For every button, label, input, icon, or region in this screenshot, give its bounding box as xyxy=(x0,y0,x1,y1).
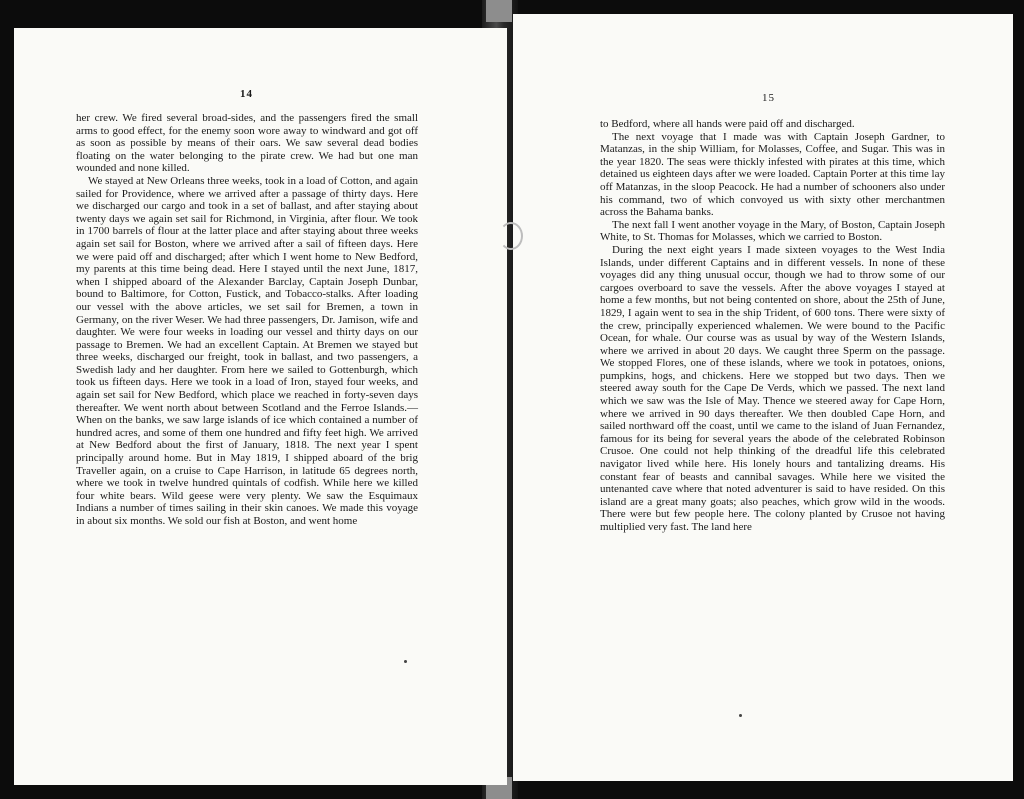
ink-speck xyxy=(404,660,407,663)
right-page xyxy=(513,14,1013,781)
paragraph: to Bedford, where all hands were paid off and discharged. xyxy=(600,118,855,130)
paragraph: During the next eight years I made sixteen voyages to the West India Islands, under different Captains and in different vessels. In none of these voyages did any thing unusual occur, though we had to throw some of our cargoes overboard to save the vessels. After the above voyages I stayed at home a few months, but not being contented on shore, about the 25th of June, 1829, I again went to sea in the ship Trident, of 600 tons. There were sixty of the crew, principally experienced whalemen. We were bound to the Pacific Ocean, for whale. Our course was as usual by way of the Western Islands, where we arrived in about 20 days. We caught three Sperm on the passage. We stopped Flores, one of these islands, where we took in potatoes, onions, pumpkins, hogs, and chickens. Here we stopped but two days. Then we steered away south for the Cape De Verds, which we passed. The next land which we saw was the Isle of May. Thence we steered away for Cape Horn, where we arrived in 90 days thereafter. We then doubled Cape Horn, and sailed northward off the coast, until we came to the island of Juan Fernandez, famous for its being for several years the abode of the celebrated Robinson Crusoe. One could not help thinking of the dreadful life this celebrated navigator lived while here. His lonely hours and tantalizing dreams. His constant fear of beasts and cannibal savages. While here we visited the untenanted cave where that noted adventurer is said to have resided. On this island are a great many goats; also peaches, which grow wild in the woods. There were but few people here. The colony planted by Crusoe not having multiplied very fast. The land here xyxy=(600,243,945,533)
binding-clip xyxy=(499,222,523,250)
page-body-text xyxy=(76,112,418,528)
left-page xyxy=(14,28,507,785)
paragraph: We stayed at New Orleans three weeks, took in a load of Cotton, and again sailed for Providence, where we arrived after a passage of thirty days. Here we discharged our cargo and took in a set of ballast, and after staying about twenty days we again set sail for Richmond, in Virginia, after flour. We took in 1700 barrels of flour at the latter place and after staying about three weeks again set sail for Boston, where we arrived after a sail of fifteen days. Here we were paid off and discharged; after which I went home to New Bedford, my parents at this time being dead. Here I stayed until the next June, 1817, when I shipped aboard of the Alexander Barclay, Captain Joseph Dunbar, bound to Baltimore, for Cotton, Fustick, and Tobacco-stalks. After loading our vessel with the above articles, we set sail for Bremen, a town in Germany, on the river Weser. We had three passengers, Dr. Jamison, wife and daughter. We were four weeks in loading our vessel and thirty days on our passage to Bremen. We had an excellent Captain. At Bremen we stayed but three weeks, discharged our freight, took in ballast, and two passengers, a Swedish lady and her daughter. From here we sailed to Gottenburgh, which took us fifteen days. Here we took in a load of Iron, stayed four weeks, and again set sail for New Bedford, which place we reached in forty-seven days thereafter. We went north about between Scotland and the Ferroe Islands.— When on the banks, we saw large islands of ice which contained a number of hundred acres, and some of them one hundred and fifty feet high. We arrived at New Bedford about the first of January, 1818. The next year I spent principally around home. But in May 1819, I shipped aboard of the brig Traveller again, on a cruise to Cape Harrison, in latitude 65 degrees north, where we took in twelve hundred quintals of codfish. While here we killed four white bears. Wild geese were very plenty. We saw the Esquimaux Indians a number of times sailing in their skin canoes. We made this voyage in about six months. We sold our fish at Boston, and went home xyxy=(76,174,418,527)
page-number: 14 xyxy=(240,88,253,100)
page-body-text xyxy=(600,118,945,534)
ink-speck xyxy=(739,714,742,717)
paragraph: The next voyage that I made was with Captain Joseph Gardner, to Matanzas, in the ship William, for Molasses, Coffee, and Sugar. This was in the year 1820. The seas were thickly infested with pirates at this time, which detained us eighteen days after we were loaded. Captain Porter at this time lay off Matanzas, in the sloop Peacock. He had a number of schooners also under his command, two of which convoyed us with sixty other merchantmen across the Bahama banks. xyxy=(600,130,945,219)
page-number: 15 xyxy=(762,92,775,104)
paragraph: her crew. We fired several broad-sides, and the passengers fired the small arms to good effect, for the enemy soon wore away to windward and got off as soon as possible by means of their oars. We saw several dead bodies floating on the water belonging to the pirate crew. We had but one man wounded and none killed. xyxy=(76,112,418,175)
spine-tab-top xyxy=(486,0,512,22)
paragraph: The next fall I went another voyage in the Mary, of Boston, Captain Joseph White, to St. Thomas for Molasses, which we carried to Boston. xyxy=(600,218,945,244)
